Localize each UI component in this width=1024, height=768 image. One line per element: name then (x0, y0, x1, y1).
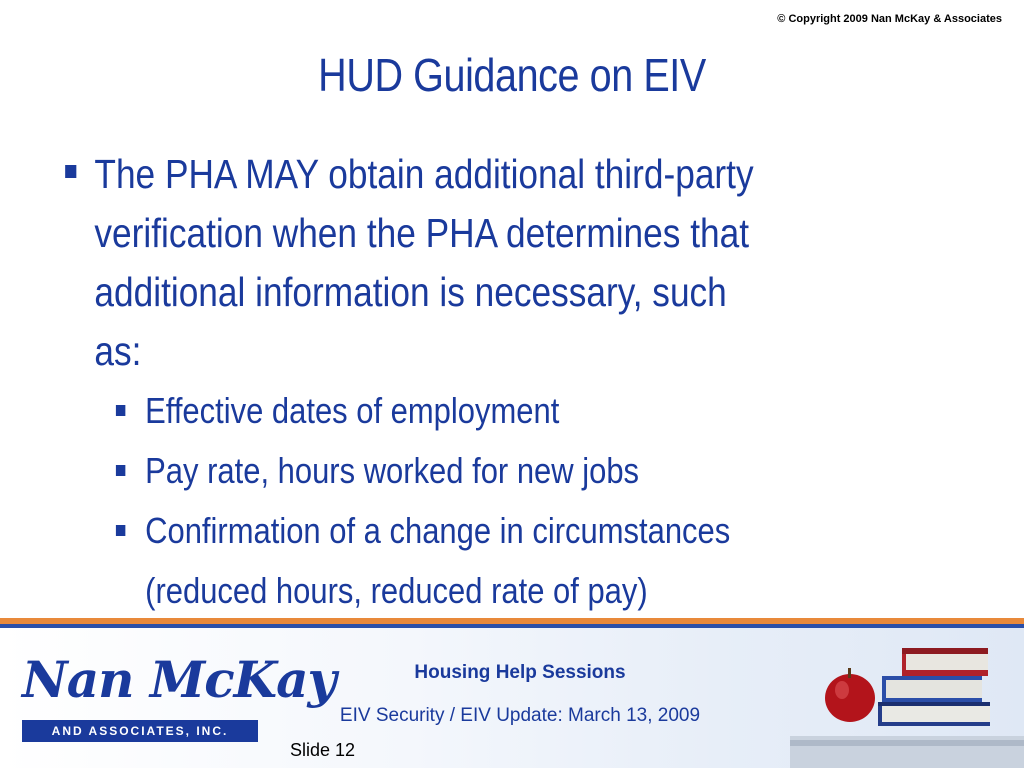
square-bullet-icon (116, 525, 125, 536)
copyright-notice: © Copyright 2009 Nan McKay & Associates (777, 13, 1002, 25)
sub-bullet-2 (60, 441, 988, 501)
sub-bullet-2-text: Pay rate, hours worked for new jobs (145, 450, 640, 491)
footer-title: Housing Help Sessions (414, 662, 626, 683)
sub-bullet-1-text: Effective dates of employment (145, 390, 560, 431)
sub-bullet-1 (60, 381, 988, 441)
apple-and-books-illustration (790, 640, 1024, 768)
logo-tagline: AND ASSOCIATES, INC. (22, 720, 258, 742)
sub-bullet-3-line-2: (reduced hours, reduced rate of pay) (145, 570, 648, 611)
square-bullet-icon (116, 405, 125, 416)
main-bullet-line-4: as: (94, 328, 142, 374)
sub-bullet-3-line-1: Confirmation of a change in circumstances (145, 510, 731, 551)
slide-content (60, 145, 960, 621)
logo-name: Nan McKay (22, 650, 336, 709)
main-bullet-line-1: The PHA MAY obtain additional third-party (94, 151, 754, 197)
slide-number: Slide 12 (290, 740, 356, 760)
main-bullet-line-3: additional information is necessary, such (94, 269, 727, 315)
square-bullet-icon (65, 165, 76, 178)
sub-bullet-3 (60, 501, 988, 621)
square-bullet-icon (116, 465, 125, 476)
main-bullet-line-2: verification when the PHA determines that (94, 210, 750, 256)
footer-subtitle: EIV Security / EIV Update: March 13, 2009 (339, 705, 701, 726)
main-bullet (60, 145, 972, 381)
slide-title: HUD Guidance on EIV (318, 49, 706, 101)
nan-mckay-logo (22, 650, 336, 750)
